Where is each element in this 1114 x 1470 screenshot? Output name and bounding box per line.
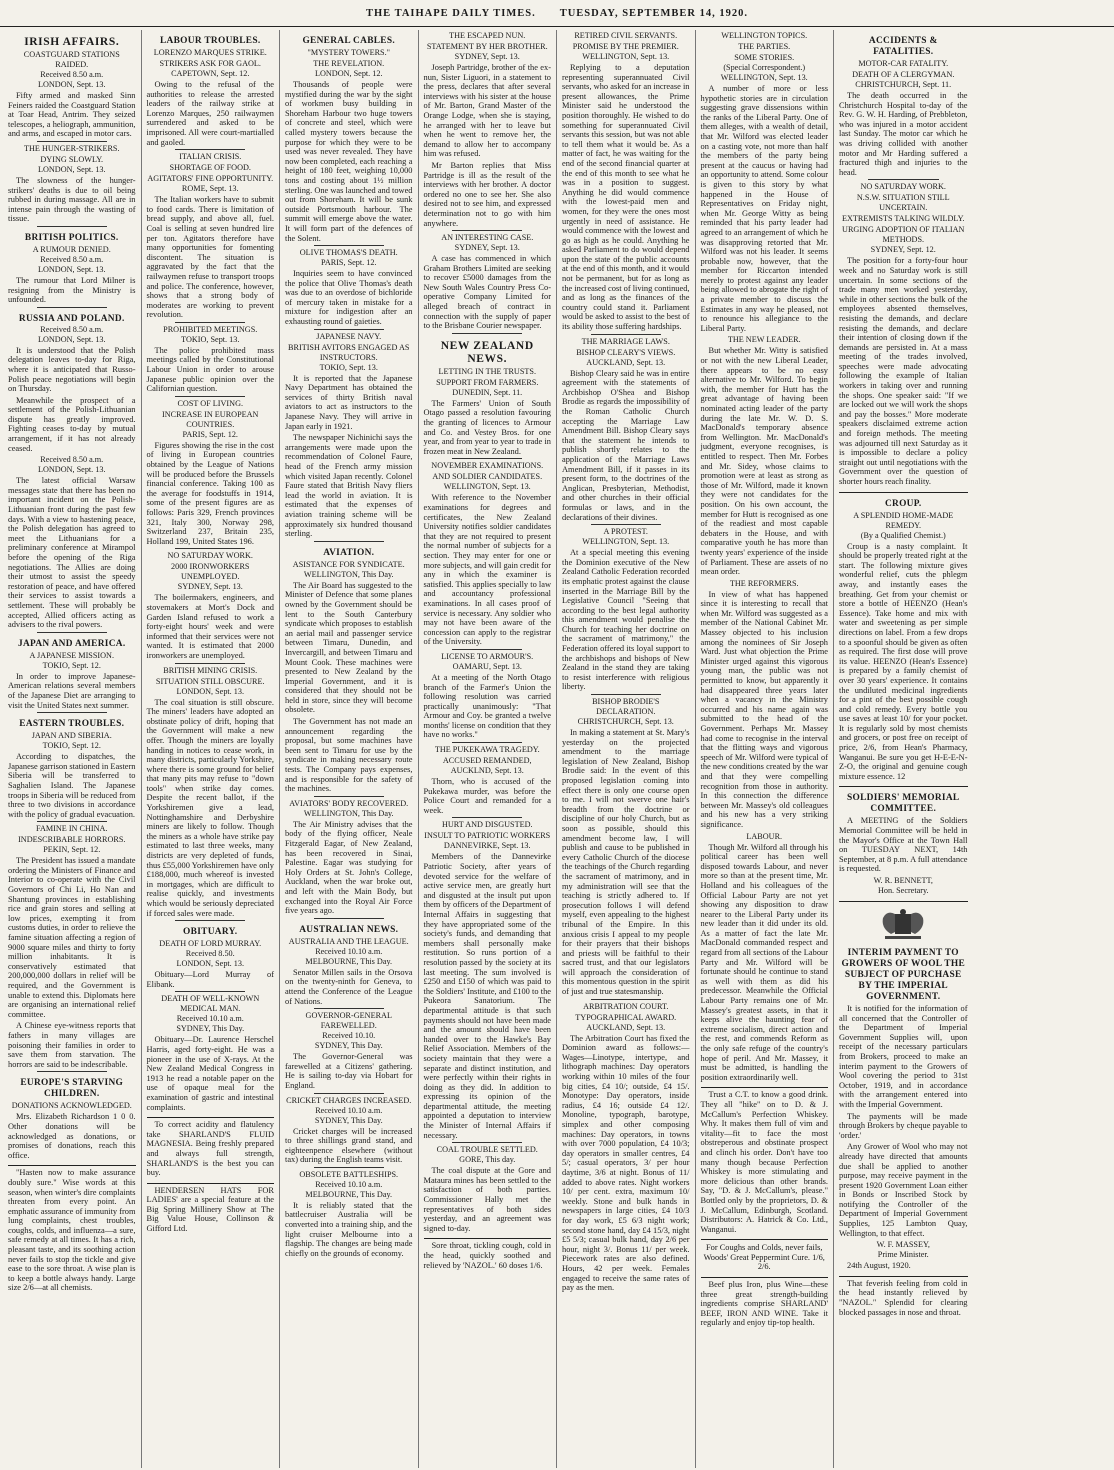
subheading: GOVERNOR-GENERAL FAREWELLED. xyxy=(305,1011,392,1031)
dateline: MELBOURNE, This Day. xyxy=(305,1189,393,1199)
notice-body: The payments will be made through Brokers by cheque payable to 'order.' xyxy=(839,1111,968,1140)
dateline: WELLINGTON, Sept. 13. xyxy=(720,73,808,82)
subheading: STATEMENT BY HER BROTHER. xyxy=(426,42,548,51)
coat-of-arms-icon xyxy=(879,908,927,942)
divider xyxy=(452,333,522,334)
divider xyxy=(701,1239,829,1240)
advertisement: Beef plus Iron, plus Wine—these three great strength-building ingredients comprise SHARLAND' BEEF, IRON AND WINE. Take it regularly and enjoy tip-top health. xyxy=(700,1280,828,1328)
headline: IRISH AFFAIRS. xyxy=(24,36,120,48)
headline: GENERAL CABLES. xyxy=(302,36,396,46)
masthead xyxy=(0,0,1114,27)
subheading: SOME STORIES. xyxy=(734,53,795,62)
received-line: Received 8.50 a.m. xyxy=(40,70,104,79)
dateline: WELLINGTON, Sept. 13. xyxy=(443,482,531,492)
divider xyxy=(452,1142,522,1143)
article-body: Mr Barton replies that Miss Partridge is ill as the result of the interviews with her brother. A doctor ordered no one to see her. She also desired not to see him, and expressed determination not to go with him anywhere. xyxy=(423,160,551,228)
dateline: CHRISTCHURCH, Sept. 11. xyxy=(855,80,952,89)
subheading: JAPANESE NAVY. xyxy=(316,331,382,341)
dateline: MELBOURNE, This Day. xyxy=(305,956,393,966)
received-line: Received 10.10 a.m. xyxy=(315,946,383,956)
column-2 xyxy=(142,30,281,1468)
divider xyxy=(591,524,661,525)
dateline: DUNEDIN, Sept. 11. xyxy=(452,387,523,397)
article-body: The Arbitration Court has fixed the Dominion award as follows:— Wages—Linotype, intertype, and lithograph machines: Day operators working within 10 miles of the four big cities, £4 10/; outside, £4 15/. Monotype: Day operators, inside radius, £4 16; outside £4 12/. Monoline, typograph, barotype, simplex and other composing machines: Day operators, in towns with over 7000 population, £4 10/3; day operators in smaller centres, £4 5/; casual operators, 3/ per hour daytime, 3/6 at night. Bonus of 11/ added to above rates. Night workers 10/ per cent. extra, maximum 10/ weekly. Stone and bulk hands in newspapers in large cities, £4 10/3 for day work, £5 6/3 night work; second stone hand, day £4 15/3, night £5 5/3; casual bulk hand, day 2/6 per hour, night 3/. Bonus 11/ per week. Piecework rates are also defined. Hours, 42 per week. Females engaged to receive the same rates of pay as the men. xyxy=(562,1033,690,1293)
dateline: PARIS, Sept. 12. xyxy=(321,258,377,268)
subheading: DEATH OF WELL-KNOWN MEDICAL MAN. xyxy=(161,994,260,1014)
divider xyxy=(314,796,384,797)
subheading: LORENZO MARQUES STRIKE. xyxy=(153,48,267,57)
article-body: The death occurred in the Christchurch Hospital to-day of the Rev. G. W. H. Harding, of Prebbleton, who was injured in a motor accident last Sunday. The motor car which he was driving collided with another motor and Mr Harding suffered a fractured thigh and injuries to the head. xyxy=(839,91,968,177)
divider xyxy=(175,663,245,664)
dateline: AUCKLND, Sept. 13. xyxy=(450,766,524,776)
dateline: GORE, This day. xyxy=(459,1155,516,1165)
advertisement: Croup is a nasty complaint. It should be properly treated right at the start. The following mixture gives wonderful relief, cuts the phlegm away, and instantly eases the breathing. Get from your chemist or store a bottle of HEENZO (Hean's Essence). Take home and mix with water and sweetening as per simple directions on label. From a few drops to a spoonful should be given as often as required. The first dose will prove its value. HEENZO (Hean's Essence) is prepared by a family chemist of over 30 years' experience. It contains the undiluted medicinal ingredients for a pint of the best possible cough and cold remedy. Every bottle you use saves at least 10/ for your pocket. It is regularly sold by most chemists and grocers, or post free on receipt of price, 2/6, from Hean's Pharmacy, Wanganui. Be sure you get H-E-E-N-Z-O, the original and genuine cough mixture essence. 12 xyxy=(839,541,968,781)
article-body: Thousands of people were mystified during the war by the sight of workmen busy building in Shoreham Harbour two huge towers of concrete and steel, which were called mystery towers because the purpose for which they were to be used was never revealed. They have now been completed, each reaching a height of 180 feet, weighing 10,000 tons and costing about 1½ million sterling. One was launched and towed out from Shoreham. It will be sunk outside Portsmouth harbour. The summit will emerge above the water. It will form part of the defences of the Solent. xyxy=(285,80,413,243)
headline: INTERIM PAYMENT TO GROWERS OF WOOL THE SUBJECT OF PURCHASE BY THE IMPERIAL GOVERNMENT. xyxy=(841,948,966,1002)
divider xyxy=(591,334,661,335)
received-line: Received 10.10 a.m. xyxy=(176,1014,244,1024)
article-body: The rumour that Lord Milner is resigning from the Ministry is unfounded. xyxy=(8,275,136,305)
subheading: THE HUNGER-STRIKERS. xyxy=(23,143,120,153)
subheading: THE MARRIAGE LAWS. xyxy=(581,336,670,346)
subheading: A PROTEST. xyxy=(603,527,648,537)
article-body: With reference to the November examinations for degrees and certificates, the New Zealand University notifies soldier candidates that they are not required to present the normal number of subjects for a section. They may enter for one or more subjects, and will gain credit for any in which the examiner is satisfied. This applies specially to law and accountancy professional examinations. In all cases proof of service is necessary. Any soldier who may not have been aware of the concession can apply to the registrar of the University. xyxy=(423,493,551,647)
subheading: 2000 IRONWORKERS UNEMPLOYED. xyxy=(171,562,250,582)
article-body: The police prohibited mass meetings called by the Constitutional Labour Union in order to arouse Japanese public opinion over the Californian question. xyxy=(146,345,274,394)
subheading: THE PUKEKAWA TRAGEDY. xyxy=(434,745,540,755)
divider xyxy=(452,742,522,743)
advertisement: Sore throat, tickling cough, cold in the head, quickly soothed and relieved by 'NAZOL.' 60 doses 1/6. xyxy=(423,1241,551,1270)
subheading: SITUATION STILL OBSCURE. xyxy=(155,676,265,686)
signature-title: Hon. Secretary. xyxy=(877,886,929,895)
divider xyxy=(175,920,245,921)
article-body: At a special meeting this evening the Dominion executive of the New Zealand Catholic Federation recorded its emphatic protest against the clause inserted in the Marriage Bill by the Legislative Council "Seeing that according to the best legal authority this amendment would penalise the Church for teaching her doctrine on the sacrament of matrimony," the Federation offered its loyal support to the archbishops and bishops of New Zealand in the stand they are taking to resist interference with religious liberty. xyxy=(562,548,690,692)
headline: ACCIDENTS & FATALITIES. xyxy=(868,36,938,57)
dateline: AUCKLAND, Sept. 13. xyxy=(586,1022,666,1032)
dateline: LONDON, Sept. 13. xyxy=(37,264,106,274)
divider xyxy=(147,1117,275,1118)
divider xyxy=(701,1087,829,1088)
article-body: It is reliably stated that the battlecruiser Australia will be converted into a training ship, and the light cruiser Melbourne into a flagship. The changes are being made chiefly on the grounds of economy. xyxy=(285,1200,413,1258)
article-body: The coal situation is still obscure. The miners' leaders have adopted an obstinate policy of drift, hoping that the Government will make a new offer. Though the miners are loyally handing in notices to cease work, in many districts, particularly Yorkshire, where there is some ground for belief that many pits may refuse to "down tools" when strike day comes. Despite the recent ballot, if the Yorkshiremen give a lead, Nottinghamshire and Derbyshire miners are likely to follow. Though the miners as a whole have strike pay estimated to last three weeks, many districts are very depleted of funds, thus £55,000 Yorkshiremen have only £188,000, much whereof is invested in mortgages, which are difficult to realise quickly, and investments which would be seriously depreciated if forced sales were made. xyxy=(146,697,274,918)
article-body: A number of more or less hypothetic stories are in circulation suggesting grave dissensions within the ranks of the Liberal Party. One of them alleges, with a wealth of detail, that Mr. Wilford was elected leader on a casting vote, not more than half the members of the party being present at the caucus or having had an opportunity to attend. Some colour is given to this story by what happened in the House of Representatives on Friday night, when Mr. George Witty as being reminded that his party leader had agreed to an arrangement of which he was disapproving retorted that Mr. Wilford was not his leader. It seems probable now, however, that the member for Riccarton intended merely to protest against any leader being allowed to abrogate the right of a private member to discuss the Estimates in any way he pleased, not to renounce his allegiance to the Liberal Party. xyxy=(700,84,828,333)
signature-title: Prime Minister. xyxy=(877,1250,929,1260)
dateline: TOKIO, Sept. 13. xyxy=(181,334,240,344)
dateline: AUCKLAND, Sept. 13. xyxy=(586,357,666,367)
subheading: PROHIBITED MEETINGS. xyxy=(163,324,258,334)
dateline: TOKIO, Sept. 12. xyxy=(42,660,101,670)
divider xyxy=(147,1183,275,1184)
subheading: LETTING IN THE TRUSTS. xyxy=(438,366,536,376)
divider xyxy=(591,999,661,1000)
dateline: SYDNEY, This Day. xyxy=(176,1024,245,1034)
dateline: OAMARU, Sept. 13. xyxy=(452,661,522,671)
article-body: Members of the Dannevirke Patriotic Society, after years of devoted service for the welfare of active service men, are greatly hurt and disgusted at the insult put upon them by officers of the Department of Internal Affairs in suggesting that they have appropriated some of the society's funds, and demanding that members shall personally make restitution. So runs portion of a resolution passed by the society at its last meeting. The sum involved is £250 and £150 of which was paid to the Soldiers' Institute, and £100 to the Pukeora Sanatorium. The departmental attitude is that such payments should not have been made and the amount should have been handed over to the Hawke's Bay Relief Association. Members of the society maintain that they were a separate and distinct institution, and were perfectly within their rights in doing as they did. In addition to expressing its opinion of the departmental attitude, the meeting appointed a deputation to interview the Minister of Internal Affairs if necessary. xyxy=(423,852,551,1140)
subheading: BISHOP CLEARY'S VIEWS. xyxy=(576,347,676,357)
article-body: The slowness of the hunger-strikers' deaths is due to oil being rubbed in during massage. All are in intense pain through the wasting of tissue. xyxy=(8,175,136,224)
received-line: Received 8.50 a.m. xyxy=(40,324,104,334)
notice-date: 24th August, 1920. xyxy=(847,1261,911,1271)
divider xyxy=(314,541,384,542)
subheading: WELLINGTON TOPICS. xyxy=(721,31,808,40)
article-body: But whether Mr. Witty is satisfied or not with the new Liberal Leader, there appears to be no easy alternative to Mr. Wilford. To begin with, the member for Hutt has the great advantage of having been nominated acting leader of the party during the late Mr. W. D. S. MacDonald's temporary absence from Wellington. Mr. MacDonald's judgment, everyone recognises, is entitled to respect. Then Mr. Forbes and Mr. Sidey, whose claims to promotion were at least as strong as those of Mr. Wilford, made it known they were not candidates for the position. On his own account, the member for Hutt is recognised as one of the readiest and most capable debaters in the House, and with comparative youth he has more than twenty years' experience of the inside of Parliament. These are assets of no mean order. xyxy=(700,346,828,577)
subheading: EXTREMISTS TALKING WILDLY. xyxy=(842,214,965,224)
article-body: Figures showing the rise in the cost of living in European countries obtained by the League of Nations will be produced before the Brussels financial conference. Taking 100 as the average for foodstuffs in 1914, some of the present figures are as follows: Paris 329, French provinces 321, Italy 300, Norway 298, Switzerland 237, Britain 235, Holland 199, United States 196. xyxy=(146,440,274,546)
subheading: N.S.W. SITUATION STILL UNCERTAIN. xyxy=(856,193,950,213)
divider xyxy=(175,548,245,549)
article-body: Joseph Partridge, brother of the ex-nun, Sister Liguori, in a statement to the press, declares that after several interviews with his sister at the house of Mr. Barton, Grand Master of the Orange Lodge, when she is staying, he arranged with her to leave but when he went to remove her, the demand to allow her to accompany him was refused. xyxy=(423,63,551,159)
article-body: Bishop Cleary said he was in entire agreement with the statements of Archbishop O'Shea and Bishop Brodie as regards the impossibility of the Roman Catholic Church accepting the Marriage Law Amendment Bill. Bishop Cleary says that the statement he intends to publish shortly relates to the application of the Marriage Laws Amendment Bill, if it passes in its present form, to the doctrines of the Anglican, Presbyterian, Methodist, and other churches in their official formulas or laws, and in the declarations of their divines. xyxy=(562,368,690,522)
dateline: TOKIO, Sept. 12. xyxy=(42,741,101,751)
divider xyxy=(175,149,245,150)
subheading: JAPAN AND SIBERIA. xyxy=(31,731,112,741)
dateline: DANNEVIRKE, Sept. 13. xyxy=(443,841,531,851)
subheading: INDESCRIBABLE HORRORS. xyxy=(18,835,126,845)
headline: OBITUARY. xyxy=(183,927,238,938)
divider xyxy=(314,1093,384,1094)
headline: CROUP. xyxy=(884,498,922,509)
byline: (By a Qualified Chemist.) xyxy=(860,530,946,540)
subheading: PROMISE BY THE PREMIER. xyxy=(572,42,679,51)
headline: SOLDIERS' MEMORIAL COMMITTEE. xyxy=(847,793,960,815)
dateline: LONDON, Sept. 13. xyxy=(37,164,106,174)
headline: AUSTRALIAN NEWS. xyxy=(299,924,399,935)
subheading: MOTOR-CAR FATALITY. xyxy=(858,59,949,68)
article-body: The latest official Warsaw messages state that there has been no important incident on the Polish-Lithuanian front during the past few days. With a view to hastening peace, the Polish delegation has agreed to meet the Lithuanians for a preliminary conference at Mirampol before the opening of the Riga negotiations. The Allies are doing their utmost to assist the speedy restoration of peace, and have offered their services to assist towards a settlement. These will probably be accepted, Allied officers acting as advisers to the rival powers. xyxy=(8,476,136,630)
subheading: THE REVELATION. xyxy=(313,59,385,68)
divider xyxy=(314,918,384,919)
article-body: At a meeting of the North Otago branch of the Farmer's Union the following resolution was carried practically unanimously: "That Armour and Coy. be granted a twelve months' license on condition that they have no works." xyxy=(423,672,551,740)
headline: LABOUR TROUBLES. xyxy=(160,36,261,46)
divider xyxy=(314,245,384,246)
article-body: Cricket charges will be increased to three shillings grand stand, and eighteenpence elsewhere (without tax) during the English teams visit. xyxy=(285,1126,413,1165)
subheading: LICENSE TO ARMOUR'S. xyxy=(441,651,534,661)
divider xyxy=(452,817,522,818)
divider xyxy=(314,1167,384,1168)
headline: RUSSIA AND POLAND. xyxy=(18,313,125,324)
subheading: NOVEMBER EXAMINATIONS. xyxy=(431,461,544,471)
article-body: The Farmers' Union of South Otago passed a resolution favouring the granting of licences to Armour and Co. and Vestey Bros. for one year, and from year to year to trade in frozen meat in New Zealand. xyxy=(423,398,551,456)
subheading: THE REFORMERS. xyxy=(729,578,799,588)
advertisement: For Coughs and Colds, never fails, Woods' Great Peppermint Cure. 1/6, 2/6. xyxy=(703,1243,825,1272)
subheading: BISHOP BRODIE'S DECLARATION. xyxy=(592,697,660,717)
article-body: Senator Millen sails in the Orsova on the twenty-ninth for Geneva, to attend the Conference of the League of Nations. xyxy=(285,967,413,1006)
divider xyxy=(701,1277,829,1278)
subheading: COST OF LIVING. xyxy=(177,398,244,408)
headline: EASTERN TROUBLES. xyxy=(19,719,125,730)
dateline: WELLINGTON, Sept. 13. xyxy=(582,537,670,547)
received-line: Received 8.50 a.m. xyxy=(40,455,104,465)
advertisement: To correct acidity and flatulency take SHARLAND'S FLUID MAGNESIA. Being freshly prepared and always full strength, SHARLAND'S is the best you can buy. xyxy=(146,1120,274,1178)
subheading: DONATIONS ACKNOWLEDGED. xyxy=(11,1101,132,1111)
subheading: THE PARTIES. xyxy=(738,42,791,51)
divider xyxy=(314,329,384,330)
article-body: The President has issued a mandate ordering the Ministers of Finance and Interior to co-operate with the Civil Governors of Chi Li, Ho Nan and Shantung provinces in establishing rice and grain stores and selling at low prices, exempting it from customs duties, in order to relieve the famine situation affecting a region of 9000 square miles and thirty to forty million inhabitants. It is conservatively estimated that 200,000,000 dollars in relief will be required, and the Government is unable to extend this. Diplomats here are organising an international relief committee. xyxy=(8,856,136,1019)
article-body: According to dispatches, the Japanese garrison stationed in Eastern Siberia will be transferred to Saghalien Island. The Japanese troops in Siberia will be reduced from three to two divisions in accordance with the policy of gradual evacuation. xyxy=(8,752,136,819)
article-body: In order to improve Japanese-American relations several members of the Japanese Diet are arranging to visit the United States next summer. xyxy=(8,671,136,710)
divider xyxy=(839,1276,968,1277)
advertisement: "Hasten now to make assurance doubly sure." Wise words at this season, when winter's dire complaints threaten from every point. An emphatic assurance of immunity from lung complaints, chest troubles, coughs, colds, and influenza—a sure, safe remedy at all times. It has a rich, pleasant taste, and its soothing action never fails to stop the tickle and give ease to the sore throat. A wise plan is to keep a bottle always handy. Large size 2/6—at all chemists. xyxy=(8,1168,136,1293)
masthead-date: TUESDAY, SEPTEMBER 14, 1920. xyxy=(559,7,748,19)
article-body: Inquiries seem to have convinced the police that Olive Thomas's death was due to an overdose of bichloride of mercury taken in mistake for a mixture for indigestion after an exhausting round of gaieties. xyxy=(285,269,413,327)
dateline: CHRISTCHURCH, Sept. 13. xyxy=(577,717,674,727)
subheading: ASISTANCE FOR SYNDICATE. xyxy=(292,559,405,569)
article-body: The Italian workers have to submit to food cards. There is limitation of bread supply, and above all, fuel. Coal is selling at seven hundred lire per ton. Agitators therefore have many opportunities for fomenting discontent. The situation is aggravated by the fact that the railwaymen refuse to transport troops and police. The conference, however, shows that a strong body of moderates are working to prevent revolution. xyxy=(146,195,274,320)
subheading: NO SATURDAY WORK. xyxy=(860,182,946,192)
dateline: LONDON, Sept. 13. xyxy=(37,80,106,89)
subheading: LABOUR. xyxy=(746,831,783,841)
newspaper-columns xyxy=(3,30,1111,1468)
dateline: TOKIO, Sept. 13. xyxy=(319,362,378,372)
article-body: Replying to a deputation representing superannuated Civil servants, who asked for an increase in present allowances, the Prime Minister said he understood the position thoroughly. He wished to do something for superannuated Civil servants this session, but was not able to tell them what it would be. As a matter of fact, he was waiting for the end of the second financial quarter at the end of this month to see what he was in a position to suggest. Anything he did would commence with the lowest-paid men and women, for they were the ones most urgently in need of assistance. He would commence with the lowest and go as high as he could. Anything he asked Parliament to do would depend upon the state of the public accounts at the end of this month, and it would not be permanent, but for as long as the increased cost of living continued, and as long as the finances of the country could stand it. Parliament would be asked to assist to the best of its ability those suffering hardships. xyxy=(562,63,690,332)
divider xyxy=(868,179,939,180)
dateline: WELLINGTON, This Day. xyxy=(303,569,394,579)
dateline: LONDON, Sept. 12. xyxy=(314,69,383,78)
column-7 xyxy=(834,30,973,1468)
article-body: The position for a forty-four hour week and no Saturday work is still uncertain. In some sections of the trade many men worked yesterday, while in other sections the bulk of the employees absented themselves, resisting the demands, and declare resisting the demands, and declare their intention of closing down if the demands are persisted in. At a mass meeting of the trades involved, speeches were made advocating following the example of Italian workers in taking over and running the shops. One speaker said: "If we are locked out we will work the shops and pay the bosses." More moderate speakers disclaimed extreme action and foreign methods. The meeting was adjourned till next Saturday as it is impossible to declare a policy straight out until negotiations with the Government over the question of shorter hours reach finality. xyxy=(839,256,968,486)
article-body: It is reported that the Japanese Navy Department has obtained the services of thirty British naval aviators to act as instructors to the Japanese Navy. They will arrive in Japan early in 1921. xyxy=(285,373,413,431)
notice-body: Any Grower of Wool who may not already have directed that amounts due shall be applied to another purpose, may receive payment in the present 1920 Government Loan either in Bonds or Inscribed Stock by notifying the Controller of the Department of Imperial Government Supplies, 125 Lambton Quay, Wellington, to that effect. xyxy=(839,1142,968,1238)
dateline: LONDON, Sept. 13. xyxy=(176,686,245,696)
subheading: BRITISH AVITORS ENGAGED AS INSTRUCTORS. xyxy=(288,342,410,362)
article-body: A Chinese eye-witness reports that fathers in many villages are poisoning their families in order to save them from starvation. The horrors are said to be indescribable. xyxy=(8,1021,136,1069)
headline: BRITISH POLITICS. xyxy=(24,232,119,243)
article-body: Meanwhile the prospect of a settlement of the Polish-Lithuanian dispute has greatly improved. Fighting ceases to-day by mutual arrangement, if it has not already ceased. xyxy=(8,395,136,453)
dateline: WELLINGTON, Sept. 13. xyxy=(582,52,670,61)
article-body: The Government has not made an announcement regarding the proposal, but some machines have been sent to Timaru for use by the syndicate in making necessary route tests. The Company pays expenses, and is responsible for the safety of the machines. xyxy=(285,717,413,794)
article-body: Thorn, who is accused of the Pukekawa murder, was before the Police Court and remanded for a week. xyxy=(423,777,551,815)
divider xyxy=(175,322,245,323)
signature: W. F. MASSEY, xyxy=(876,1240,930,1250)
subheading: SHORTAGE OF FOOD. xyxy=(169,163,251,173)
subheading: NO SATURDAY WORK. xyxy=(167,551,253,561)
article-body: Mrs. Elizabeth Richardson 1 0 0. Other donations will be acknowledged as donations, or promises of donations, reach this office. xyxy=(8,1112,136,1160)
dateline: ROME, Sept. 13. xyxy=(181,184,239,194)
signature: W. R. BENNETT, xyxy=(873,876,933,885)
divider xyxy=(37,712,107,713)
divider xyxy=(424,1238,552,1239)
subheading: DEATH OF LORD MURRAY. xyxy=(159,939,262,949)
divider xyxy=(37,307,107,308)
divider xyxy=(314,1008,384,1009)
subheading: AVIATORS' BODY RECOVERED. xyxy=(289,798,409,808)
article-body: A case has commenced in which Graham Brothers Limited are seeking to recover £5000 damages from the New South Wales Country Press Co-operative Company Limited for alleged breach of contract in connection with the supply of paper to the Brisbane Courier newspaper. xyxy=(423,254,551,331)
subheading: A RUMOUR DENIED. xyxy=(32,244,111,254)
dateline: LONDON, Sept. 13. xyxy=(176,959,245,969)
article-body: In making a statement at St. Mary's yesterday on the projected amendment to the marriage legislation of New Zealand, Bishop Brodie said: In the event of this proposed legislation coming into effect there is only one course open to me. I will not swerve one hair's breadth from the doctrine or discipline of our holy Church, but as soon as possible, should this amendment become law, I will publish and cause to be published in every Catholic Church of the diocese the teachings of the Church regarding the sacrament of matrimony, and in my administration will see that the teaching is strictly adhered to. If prosecution follows I will defend myself, even appealing to the highest tribunal of the Empire. In this anxious crisis I appeal to my people for their prayers that their bishops and priests will be faithful to their sacred trust, and that our legislators will approach the consideration of this momentous question in the spirit of just and true statesmanship. xyxy=(562,728,690,997)
subheading: ITALIAN CRISIS. xyxy=(179,152,242,162)
divider xyxy=(37,226,107,227)
headline: EUROPE'S STARVING CHILDREN. xyxy=(20,1078,124,1100)
article-body: The coal dispute at the Gore and Mataura mines has been settled to the satisfaction of both parties. Commissioner Hally met the representatives of both sides yesterday, and an agreement was signed to-day. xyxy=(423,1166,551,1233)
subheading: COAL TROUBLE SETTLED. xyxy=(436,1145,538,1155)
article-body: The Governor-General was farewelled at a Citizens' gathering. He is sailing to-day via Hobart for England. xyxy=(285,1052,413,1090)
subheading: OLIVE THOMAS'S DEATH. xyxy=(299,248,398,258)
subheading: AND SOLDIER CANDIDATES. xyxy=(432,472,543,482)
article-body: The newspaper Nichinichi says the arrangements were made upon the recommendation of Colonel Faure, head of the French army mission which visited Japan recently. Colonel Faure stated that British Navy fliers lead the world in aviation. It is estimated that the expenses of aviation training scheme will be approximately six hundred thousand sterling. xyxy=(285,433,413,539)
article-body: Owing to the refusal of the authorities to release the arrested leaders of the railway strike at Lorenzo Marques, 250 railwaymen surrendered and asked to be imprisoned. All were court-martialled and gaoled. xyxy=(146,80,274,147)
article-body: Obituary—Dr. Laurence Herschel Harris, aged forty-eight. He was a pioneer in the use of X-rays. At the New Zealand Medical Congress in 1913 he read a notable paper on the use of opaque meal for the examination of gastric and intestinal complaints. xyxy=(146,1035,274,1112)
advertisement: Trust a C.T. to know a good drink. They all "hike" on to D. & J. McCallum's Perfection Whiskey. Why. It makes them full of vim and vitality—fit to face the most obstreperous and obstinate prospect and clinch his order. Don't have too many though because Perfection Whiskey is more stimulating and more delicious than other brands. Say, "D. & J. McCallum's, please." Bottled only by the proprietors, D. & J. McCallum, Edinburgh, Scotland. Distributors: A. Hatrick & Co. Ltd., Wanganui. xyxy=(700,1090,828,1234)
article-body: Fifty armed and masked Sinn Feiners raided the Coastguard Station at Toar Head, Antrim. They seized telescopes, a heliograph, ammunition, and arms, and escaped in motor cars. xyxy=(8,91,136,139)
column-3 xyxy=(280,30,419,1468)
subheading: SUPPORT FROM FARMERS. xyxy=(436,377,539,387)
byline: (Special Correspondent.) xyxy=(723,63,806,72)
article-body: The Air Board has suggested to the Minister of Defence that some planes owned by the Government should be lent to the South Canterbury syndicate which proposes to establish an aerial mail and passenger service between Timaru, Dunedin, and Invercargill, and between Timaru and Mount Cook. These machines were presented to New Zealand by the Imperial Government, and it is considered that they should not be held in store, since they will become obsolete. xyxy=(285,580,413,715)
received-line: Received 10.10 a.m. xyxy=(315,1179,383,1189)
column-5 xyxy=(557,30,696,1468)
subheading: AUSTRALIA AND THE LEAGUE. xyxy=(288,936,409,946)
divider xyxy=(839,901,968,902)
subheading: A SPLENDID HOME-MADE REMEDY. xyxy=(853,510,954,530)
subheading: COASTGUARD STATIONS RAIDED. xyxy=(23,50,120,69)
column-6 xyxy=(696,30,835,1468)
received-line: Received 8.50. xyxy=(185,949,235,959)
subheading: DYING SLOWLY. xyxy=(40,154,104,164)
divider xyxy=(37,632,107,633)
article-body: The Air Ministry advises that the body of the flying officer, Neale Fitzgerald Eagar, of New Zealand, has been recovered in Sinai, Palestine. Eagar was studying for Holy Orders at St. John's College, Auckland, when the war broke out, and left with the Main Body, but exchanged into the Royal Air Force five years ago. xyxy=(285,819,413,916)
article-body: In view of what has happened since it is interesting to recall that when Mr. Wilford was suggested as a member of the National Cabinet Mr. Massey objected to his inclusion among the nominees of Sir Joseph Ward. Just what objection the Prime Minister urged against this vigorous young man, the public was not permitted to know, but apparently it had disappeared three years later when a vacancy in the Ministry occurred and his name again was submitted to the head of the Government. Perhaps Mr. Massey had come to recognise in the interval that the flitting ways and vigorous speech of Mr. Wilford were typical of the new conditions created by the war and that they were compelling recognition from those in authority. In this connection the difference between Mr. Massey's old colleagues and his new has a very striking significance. xyxy=(700,589,828,829)
divider xyxy=(452,458,522,459)
column-1 xyxy=(3,30,142,1468)
article-body: Though Mr. Wilford all through his political career has been well disposed towards Labour, and never more so than at the present time, Mr. Holland and his colleagues of the Official Labour Party are not yet showing any disposition to draw nearer to the Liberal Party under its new leader than it did under its old. As a matter of fact the late Mr. MacDonald commanded respect and regard from all sections of the Labour Party and Mr. Wilford will be fortunate should he continue to stand as well with them as did his predecessor. Meanwhile the Official Labour Party remains one of Mr. Massey's greatest assets, in that it keeps alive the haunting fear of extreme socialism, direct action and the rest, and commends Reform as the only safe refuge of the country's hope of peril. And Mr. Massey, it must be admitted, is handling the position extraordinarily well. xyxy=(700,842,828,1082)
subheading: CRICKET CHARGES INCREASED. xyxy=(286,1095,412,1105)
subheading: RETIRED CIVIL SERVANTS. xyxy=(574,31,678,40)
article-body: Obituary—Lord Murray of Elibank. xyxy=(146,970,274,989)
subheading: STRIKERS ASK FOR GAOL. xyxy=(159,59,261,68)
subheading: AGITATORS' FINE OPPORTUNITY. xyxy=(147,174,274,184)
subheading: TYPOGRAPHICAL AWARD. xyxy=(575,1012,677,1022)
divider xyxy=(37,141,107,142)
headline: NEW ZEALAND NEWS. xyxy=(440,339,534,365)
divider xyxy=(452,230,522,231)
royal-crest xyxy=(839,908,968,942)
dateline: WELLINGTON, This Day. xyxy=(303,808,394,818)
subheading: THE ESCAPED NUN. xyxy=(449,31,526,40)
subheading: INSULT TO PATRIOTIC WORKERS xyxy=(424,831,551,841)
subheading: AN INTERESTING CASE. xyxy=(441,233,534,243)
received-line: Received 10.10 a.m. xyxy=(315,1105,383,1115)
received-line: Received 8.50 a.m. xyxy=(40,254,104,264)
notice-body: It is notified for the information of all concerned that the Controller of the Department of Imperial Government Supplies will, upon receipt of the necessary particulars from Brokers, proceed to make an interim payment to the Growers of Wool covering the period to 31st October, 1919, and in accordance with the arrangement entered into with the Imperial Government. xyxy=(839,1004,968,1109)
column-4 xyxy=(419,30,558,1468)
divider xyxy=(452,649,522,650)
subheading: URGING ADOPTION OF ITALIAN METHODS. xyxy=(842,225,965,245)
divider xyxy=(37,821,107,822)
subheading: FAMINE IN CHINA. xyxy=(36,824,108,834)
received-line: Received 10.10. xyxy=(322,1031,376,1041)
divider xyxy=(8,1165,136,1166)
divider xyxy=(839,492,968,493)
divider xyxy=(175,396,245,397)
subheading: BRITISH MINING CRISIS. xyxy=(163,665,258,675)
divider xyxy=(37,1071,107,1072)
dateline: SYDNEY, Sept. 13. xyxy=(454,52,520,61)
divider xyxy=(591,694,661,695)
advertisement: That feverish feeling from cold in the head instantly relieved by "NAZOL." Splendid for clearing blocked passages in nose and throat. xyxy=(839,1278,968,1317)
subheading: DEATH OF A CLERGYMAN. xyxy=(852,70,955,79)
advertisement: HENDERSEN HATS FOR LADIES' are a special feature at the Big Spring Millinery Show at The Big Value House, Collinson & Gifford Ltd. xyxy=(146,1185,274,1234)
dateline: LONDON, Sept. 13. xyxy=(37,334,106,344)
subheading: ACCUSED REMANDED, xyxy=(442,756,532,766)
subheading: "MYSTERY TOWERS." xyxy=(307,48,390,57)
dateline: LONDON, Sept. 13. xyxy=(37,465,106,475)
divider xyxy=(839,786,968,787)
subheading: OBSOLETE BATTLESHIPS. xyxy=(299,1169,399,1179)
dateline: SYDNEY, This Day. xyxy=(314,1115,383,1125)
dateline: SYDNEY, Sept. 13. xyxy=(177,582,243,592)
dateline: CAPETOWN, Sept. 12. xyxy=(171,69,250,78)
subheading: A JAPANESE MISSION. xyxy=(29,650,115,660)
notice-body: A MEETING of the Soldiers Memorial Committee will be held in the Mayor's Office at the Town Hall on TUESDAY NEXT, 14th September, at 8 p.m. A full attendance is requested. xyxy=(839,816,968,874)
masthead-title: THE TAIHAPE DAILY TIMES. xyxy=(366,7,536,19)
divider xyxy=(175,991,245,992)
dateline: PEKIN, Sept. 12. xyxy=(43,845,101,855)
subheading: INCREASE IN EUROPEAN COUNTRIES. xyxy=(162,409,259,429)
dateline: PARIS, Sept. 12. xyxy=(182,429,238,439)
subheading: HURT AND DISGUSTED. xyxy=(441,820,533,830)
article-body: The boilermakers, engineers, and stovemakers at Mort's Dock and Garden Island refused to work a forty-eight hours' week and were informed that their services were not wanted. It is estimated that 2000 ironworkers are unemployed. xyxy=(146,593,274,660)
dateline: SYDNEY, Sept. 13. xyxy=(454,243,520,253)
article-body: It is understood that the Polish delegation leaves to-day for Riga, where it is anticipated that Russo-Polish peace negotiations will begin on Thursday. xyxy=(8,345,136,394)
subheading: ARBITRATION COURT. xyxy=(583,1001,669,1011)
dateline: SYDNEY, This Day. xyxy=(314,1041,383,1051)
dateline: SYDNEY, Sept. 12. xyxy=(870,245,936,255)
subheading: THE NEW LEADER. xyxy=(727,335,801,345)
headline: AVIATION. xyxy=(323,547,375,558)
headline: JAPAN AND AMERICA. xyxy=(17,638,126,649)
